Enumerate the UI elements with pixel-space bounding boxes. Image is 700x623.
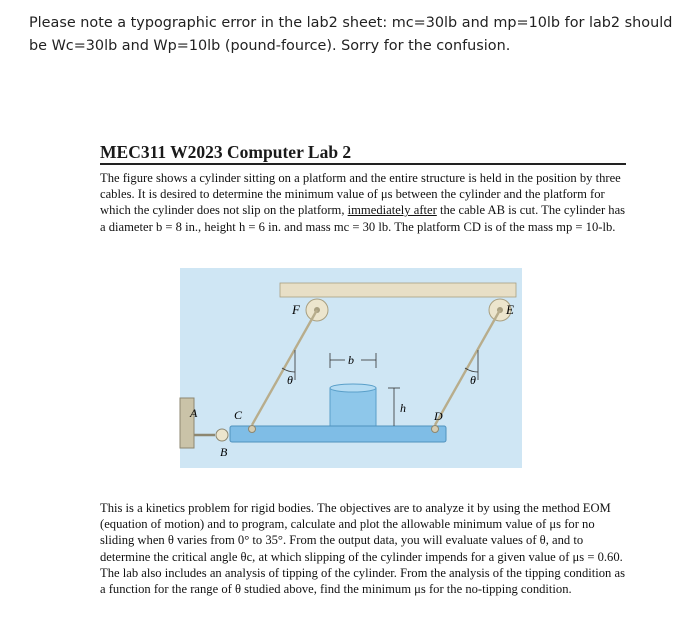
ceiling-support — [280, 283, 516, 297]
intro-paragraph — [100, 170, 630, 235]
label-theta-right: θ — [470, 373, 476, 387]
label-F: F — [292, 302, 300, 317]
intro-text-part1: The figure shows a cylinder sitting on a platform and the entire structure is held in the position by three cables. It is desired to determine the minimum value of μs between the cylinder and the platform for which the cylinder does not slip on the platform, — [100, 171, 621, 218]
label-B: B — [220, 445, 228, 459]
pin-C — [249, 426, 256, 433]
label-E: E — [506, 302, 514, 317]
kinetics-paragraph: This is a kinetics problem for rigid bodies. The objectives are to analyze it by using the method EOM (equation of motion) and to program, calculate and plot the allowable minimum value of μs for no sliding when θ varies from 0° to 35°. From the output data, you will evaluate values of θ, and to determine the critical angle θc, at which slipping of the cylinder impends for a given value of μs = 0.60. The lab also includes an analysis of tipping of the cylinder. From the analysis of the tipping condition as a function for the range of θ studied above, find the minimum μs for the no-tipping condition. — [100, 501, 625, 597]
cylinder-platform-figure — [160, 268, 522, 468]
label-A: A — [190, 406, 198, 420]
label-D: D — [434, 409, 443, 423]
platform-CD — [230, 426, 446, 442]
cylinder — [330, 388, 376, 428]
correction-note: Please note a typographic error in the lab2 sheet: mc=30lb and mp=10lb for lab2 should be Wc=30lb and Wp=10lb (pound-fource). Sorry for the confusion. — [29, 15, 673, 54]
cylinder-top — [330, 384, 376, 392]
lab-title: MEC311 W2023 Computer Lab 2 — [100, 142, 626, 165]
intro-text-part2: the cable AB is cut. The cylinder has a diameter b = 8 in., height h = 6 in. and mass mc = 30 lb. The platform CD is of the mass mp = 10-lb. — [100, 203, 626, 234]
intro-underlined-text: immediately after — [347, 203, 437, 218]
label-C: C — [234, 408, 243, 422]
label-theta-left: θ — [287, 373, 293, 387]
pin-D — [432, 426, 439, 433]
hook-B — [216, 429, 228, 441]
label-h: h — [400, 401, 406, 415]
label-b: b — [348, 353, 354, 367]
